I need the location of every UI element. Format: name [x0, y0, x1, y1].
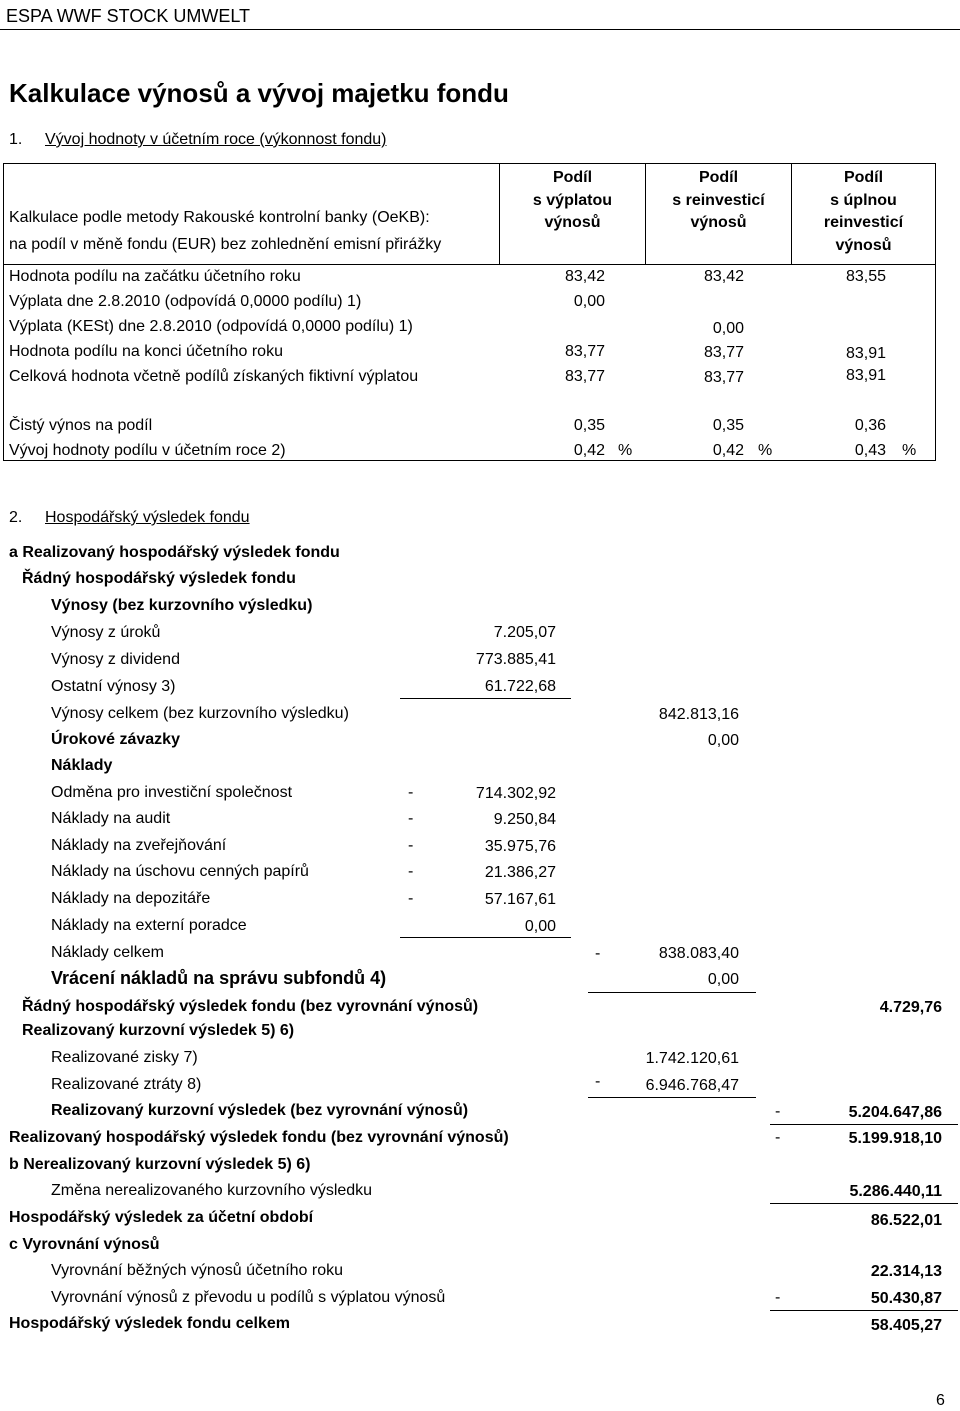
line-label: Odměna pro investiční společnost	[51, 784, 293, 801]
percent-unit: %	[758, 442, 773, 459]
table-cell: 0,43	[854, 442, 886, 459]
header-rule	[0, 29, 960, 30]
table-cell: 0,42	[712, 442, 744, 459]
col3-header: Podíl	[843, 169, 884, 186]
line-value: 5.286.440,11	[849, 1183, 942, 1200]
line-label: Vrácení nákladů na správu subfondů 4)	[51, 968, 387, 988]
line-value: 57.167,61	[484, 891, 556, 908]
minus-sign: -	[775, 1129, 781, 1146]
table-cell: 0,42	[573, 442, 605, 459]
section1-number: 1.	[9, 131, 23, 148]
minus-sign: -	[408, 890, 414, 907]
line-label: Řádný hospodářský výsledek fondu	[22, 570, 296, 587]
line-label: Výnosy celkem (bez kurzovního výsledku)	[51, 705, 349, 722]
line-value: 838.083,40	[658, 945, 739, 962]
table-row-label: Vývoj hodnoty podílu v účetním roce 2)	[9, 442, 286, 459]
col1-header: výnosů	[544, 214, 601, 231]
col2-header: s reinvesticí	[672, 192, 765, 209]
subtotal-rule	[400, 698, 571, 699]
table-cell: 0,35	[573, 417, 605, 434]
line-label: Změna nerealizovaného kurzovního výsledku	[51, 1182, 373, 1199]
minus-sign: -	[595, 945, 601, 962]
line-label: Náklady na depozitáře	[51, 890, 211, 907]
line-value: 773.885,41	[475, 651, 556, 668]
table-row-label: Celková hodnota včetně podílů získaných fiktivní výplatou	[9, 368, 419, 385]
percent-unit: %	[902, 442, 917, 459]
line-label: Úrokové závazky	[51, 731, 180, 748]
table-cell: 0,35	[712, 417, 744, 434]
table-cell: 83,77	[564, 343, 605, 360]
line-label: Hospodářský výsledek za účetní období	[9, 1209, 314, 1226]
minus-sign: -	[408, 784, 414, 801]
line-value: 1.742.120,61	[645, 1050, 739, 1067]
line-label: Ostatní výnosy 3)	[51, 678, 176, 695]
table-cell: 83,42	[703, 268, 744, 285]
line-value: 0,00	[707, 971, 739, 988]
method-description: Kalkulace podle metody Rakouské kontrolní banky (OeKB):	[9, 209, 430, 226]
line-value: 5.199.918,10	[848, 1130, 942, 1147]
line-label: Realizovaný hospodářský výsledek fondu (bez vyrovnání výnosů)	[9, 1129, 509, 1146]
col3-header: reinvesticí	[823, 214, 904, 231]
line-label: Náklady na úschovu cenných papírů	[51, 863, 309, 880]
section2-title: Hospodářský výsledek fondu	[45, 509, 250, 526]
section2-number: 2.	[9, 509, 23, 526]
line-value: 9.250,84	[493, 811, 556, 828]
col3-header: s úplnou	[830, 192, 897, 209]
subtotal-rule	[770, 1310, 958, 1311]
col1-header: s výplatou	[532, 192, 613, 209]
minus-sign: -	[775, 1103, 781, 1120]
table-row-label: Hodnota podílu na začátku účetního roku	[9, 268, 301, 285]
line-value: 714.302,92	[475, 785, 556, 802]
line-label: Náklady	[51, 757, 113, 774]
line-label: Výnosy z úroků	[51, 624, 161, 641]
line-value: 50.430,87	[870, 1290, 942, 1307]
table-cell: 83,55	[845, 268, 886, 285]
line-label: Realizovaný kurzovní výsledek 5) 6)	[22, 1022, 295, 1039]
line-label: Náklady na audit	[51, 810, 171, 827]
line-label: Náklady na externí poradce	[51, 917, 247, 934]
minus-sign: -	[595, 1073, 601, 1090]
line-label: Náklady na zveřejňování	[51, 837, 227, 854]
line-label: a Realizovaný hospodářský výsledek fondu	[9, 544, 340, 561]
line-label: Řádný hospodářský výsledek fondu (bez vyrovnání výnosů)	[22, 998, 479, 1015]
section1-title: Vývoj hodnoty v účetním roce (výkonnost fondu)	[45, 131, 387, 148]
line-value: 4.729,76	[879, 999, 942, 1016]
col2-header: výnosů	[690, 214, 747, 231]
subtotal-rule	[770, 1203, 958, 1204]
table-row-label: Výplata dne 2.8.2010 (odpovídá 0,0000 podílu) 1)	[9, 293, 362, 310]
line-value: 58.405,27	[870, 1317, 942, 1334]
line-value: 0,00	[524, 918, 556, 935]
table-cell: 83,77	[703, 369, 744, 386]
table-cell: 83,91	[845, 345, 886, 362]
page-title: Kalkulace výnosů a vývoj majetku fondu	[9, 78, 509, 108]
line-label: Vyrovnání výnosů z převodu u podílů s výplatou výnosů	[51, 1289, 446, 1306]
line-value: 7.205,07	[493, 624, 556, 641]
line-label: b Nerealizovaný kurzovní výsledek 5) 6)	[9, 1156, 311, 1173]
line-value: 5.204.647,86	[848, 1104, 942, 1121]
table-header-rule	[3, 264, 936, 265]
line-value: 35.975,76	[484, 838, 556, 855]
table-cell: 0,36	[854, 417, 886, 434]
line-label: Výnosy (bez kurzovního výsledku)	[51, 597, 313, 614]
table-cell: 83,77	[564, 368, 605, 385]
page-number: 6	[936, 1392, 945, 1409]
col2-header: Podíl	[698, 169, 739, 186]
table-row-label: Hodnota podílu na konci účetního roku	[9, 343, 283, 360]
line-value: 86.522,01	[870, 1212, 942, 1229]
minus-sign: -	[408, 810, 414, 827]
line-value: 22.314,13	[870, 1263, 942, 1280]
line-label: Náklady celkem	[51, 944, 164, 961]
line-value: 0,00	[707, 732, 739, 749]
minus-sign: -	[408, 863, 414, 880]
line-label: Hospodářský výsledek fondu celkem	[9, 1315, 290, 1332]
col3-header: výnosů	[835, 237, 892, 254]
line-value: 842.813,16	[658, 706, 739, 723]
percent-unit: %	[618, 442, 633, 459]
line-label: Realizované ztráty 8)	[51, 1076, 202, 1093]
table-row-label: Výplata (KESt) dne 2.8.2010 (odpovídá 0,0000 podílu) 1)	[9, 318, 413, 335]
line-value: 61.722,68	[484, 678, 556, 695]
line-label: Vyrovnání běžných výnosů účetního roku	[51, 1262, 344, 1279]
table-cell: 0,00	[712, 320, 744, 337]
line-label: Realizovaný kurzovní výsledek (bez vyrovnání výnosů)	[51, 1102, 469, 1119]
line-label: Realizované zisky 7)	[51, 1049, 198, 1066]
table-cell: 83,77	[703, 344, 744, 361]
col1-header: Podíl	[552, 169, 593, 186]
subtotal-rule	[770, 1124, 958, 1125]
table-row-label: Čistý výnos na podíl	[9, 417, 153, 434]
table-cell: 0,00	[573, 293, 605, 310]
running-header	[0, 0, 960, 30]
subtotal-rule	[588, 992, 756, 993]
header-title: ESPA WWF STOCK UMWELT	[6, 6, 251, 26]
table-cell: 83,91	[845, 367, 886, 384]
subtotal-rule	[588, 1097, 756, 1098]
minus-sign: -	[775, 1289, 781, 1306]
table-cell: 83,42	[564, 268, 605, 285]
subtotal-rule	[400, 937, 571, 938]
minus-sign: -	[408, 837, 414, 854]
line-label: Výnosy z dividend	[51, 651, 180, 668]
line-value: 21.386,27	[484, 864, 556, 881]
method-description: na podíl v měně fondu (EUR) bez zohlednění emisní přirážky	[9, 236, 442, 253]
line-label: c Vyrovnání výnosů	[9, 1236, 160, 1253]
line-value: 6.946.768,47	[645, 1077, 739, 1094]
